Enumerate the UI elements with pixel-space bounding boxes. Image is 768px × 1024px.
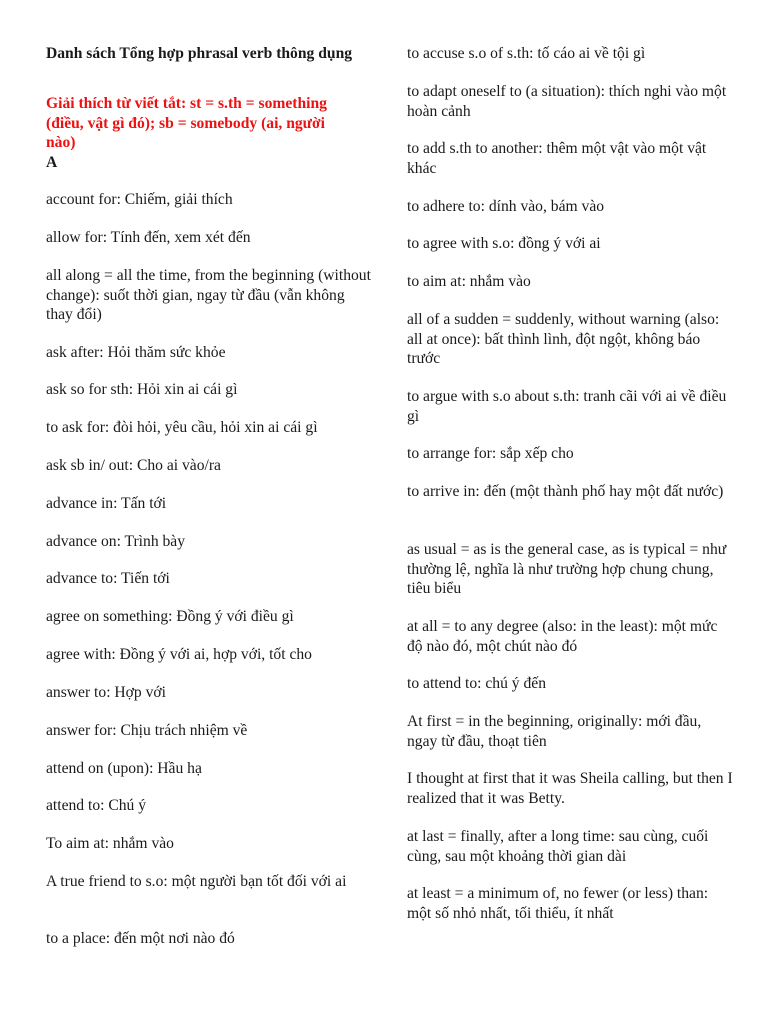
entry: to add s.th to another: thêm một vật vào một vật khác [407,140,707,177]
entry: to accuse s.o of s.th: tố cáo ai về tội gì [407,45,646,62]
entry: I thought at first that it was Sheila calling, but then I realized that it was Betty. [407,770,733,807]
entry: all along = all the time, from the beginning (without change): suốt thời gian, ngay từ đầu (vẫn không thay đổi) [46,267,371,323]
entry: as usual = as is the general case, as is typical = như thường lệ, nghĩa là như trường hợp chung chung, tiêu biểu [407,541,727,597]
entry: agree with: Đồng ý với ai, hợp với, tốt cho [46,646,312,663]
entry: advance in: Tấn tới [46,495,167,512]
entry: to arrive in: đến (một thành phố hay một đất nước) [407,483,724,500]
entry: to adapt oneself to (a situation): thích nghi vào một hoàn cảnh [407,83,727,120]
entry: to a place: đến một nơi nào đó [46,930,235,947]
entry: answer for: Chịu trách nhiệm về [46,722,248,739]
abbreviation-note: Giải thích từ viết tắt: st = s.th = something (điều, vật gì đó); sb = somebody (ai, người nào) [46,95,327,151]
entry: advance on: Trình bày [46,533,186,550]
entry: to arrange for: sắp xếp cho [407,445,574,462]
entry: advance to: Tiến tới [46,570,170,587]
entry: agree on something: Đồng ý với điều gì [46,608,294,625]
entry: attend on (upon): Hầu hạ [46,760,202,777]
entry: At first = in the beginning, originally: mới đầu, ngay từ đầu, thoạt tiên [407,713,702,750]
entry: all of a sudden = suddenly, without warning (also: all at once): bất thình lình, đột ngột, không báo trước [407,311,720,367]
entry: to attend to: chú ý đến [407,675,547,692]
entry: at all = to any degree (also: in the least): một mức độ nào đó, một chút nào đó [407,618,718,655]
entry: to ask for: đòi hỏi, yêu cầu, hỏi xin ai cái gì [46,419,318,436]
entry: to aim at: nhắm vào [407,273,531,290]
entry: to argue with s.o about s.th: tranh cãi với ai về điều gì [407,388,727,425]
entry: To aim at: nhắm vào [46,835,174,852]
entry: ask so for sth: Hỏi xin ai cái gì [46,381,238,398]
entry: attend to: Chú ý [46,797,147,814]
entry: to agree with s.o: đồng ý với ai [407,235,601,252]
entry: allow for: Tính đến, xem xét đến [46,229,251,246]
entry: at last = finally, after a long time: sau cùng, cuối cùng, sau một khoảng thời gian dài [407,828,709,865]
entry: A true friend to s.o: một người bạn tốt đối với ai [46,873,347,890]
entry: account for: Chiếm, giải thích [46,191,233,208]
entry: to adhere to: dính vào, bám vào [407,198,605,215]
document-title: Danh sách Tổng hợp phrasal verb thông dụng [46,45,353,62]
entry: answer to: Hợp với [46,684,166,701]
entry: at least = a minimum of, no fewer (or less) than: một số nhỏ nhất, tối thiểu, ít nhất [407,885,709,922]
section-letter: A [46,154,58,171]
entry: ask sb in/ out: Cho ai vào/ra [46,457,221,474]
entry: ask after: Hỏi thăm sức khỏe [46,344,226,361]
